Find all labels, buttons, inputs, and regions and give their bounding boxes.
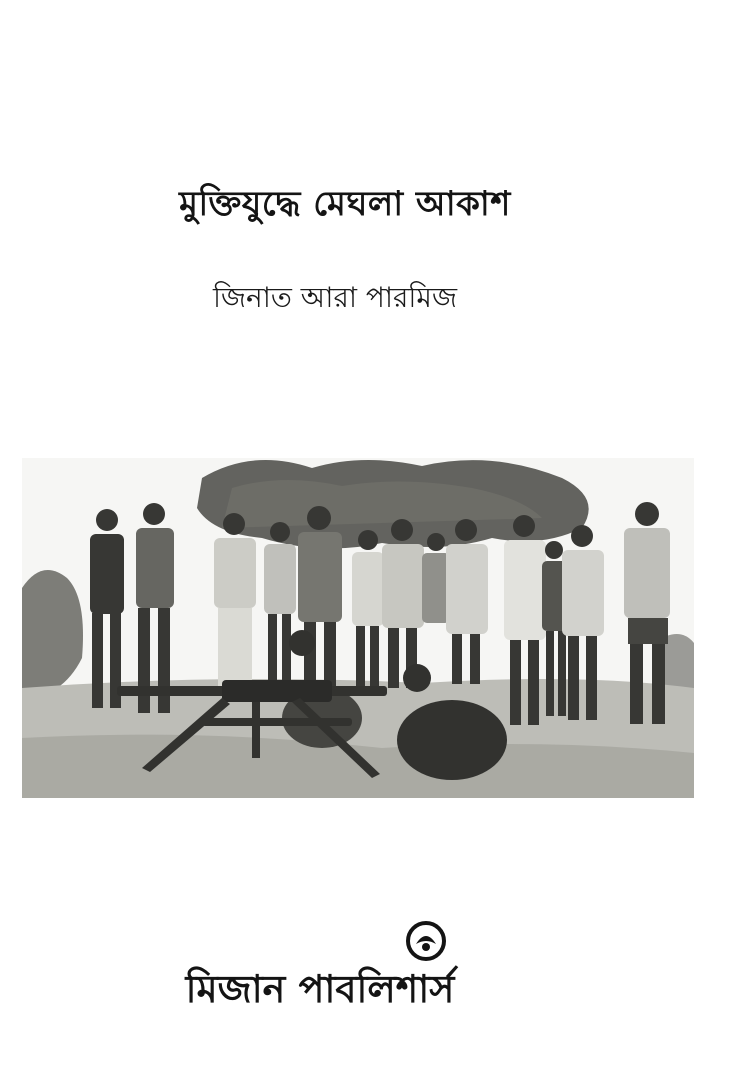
freedom-fighters-photo-icon: [22, 458, 694, 798]
book-title: মুক্তিযুদ্ধে মেঘলা আকাশ: [179, 184, 511, 224]
author-name: জিনাত আরা পারমিজ: [212, 281, 458, 314]
cover-photo: [22, 458, 694, 798]
publisher-name: মিজান পাবলিশার্স: [185, 967, 455, 1011]
publisher-logo: [405, 920, 447, 962]
publisher-logo-icon: [405, 920, 447, 962]
